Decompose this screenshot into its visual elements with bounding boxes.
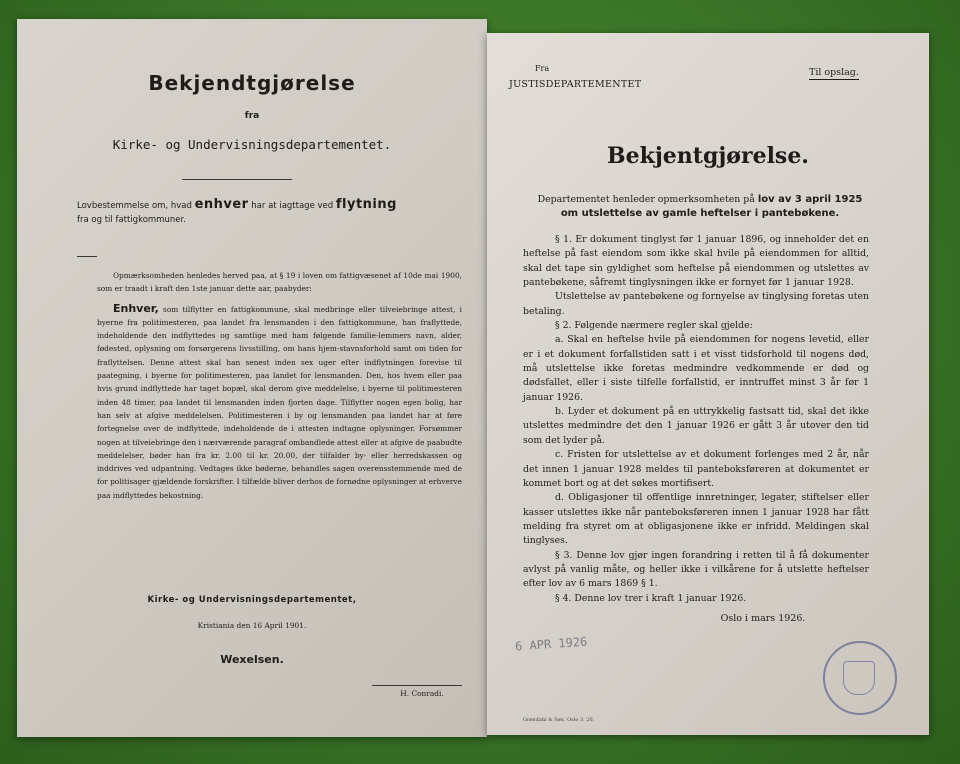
right-intro-b: lov av 3 april 1925 om utslettelse av gamle heftelser i pantebøkene. bbox=[560, 194, 863, 219]
right-notice-department: JUSTISDEPARTEMENTET bbox=[509, 79, 642, 90]
left-signature-department: Kirke- og Undervisningsdepartementet, bbox=[147, 595, 357, 605]
section-4: § 4. Denne lov trer i kraft 1 januar 1926. bbox=[555, 592, 747, 604]
left-lead-text bbox=[77, 198, 457, 227]
right-notice-title: Bekjentgjørelse. bbox=[607, 143, 809, 169]
left-cosigner: H. Conradi. bbox=[400, 689, 444, 698]
right-notice-sheet bbox=[487, 33, 929, 735]
received-date-stamp: 6 APR 1926 bbox=[514, 634, 588, 654]
right-intro-a: Departementet henleder opmerksomheten på bbox=[537, 194, 755, 205]
section-2c: c. Fristen for utslettelse av et dokument forlenges med 2 år, når det innen 1 januar 1928 meldes til panteboksføreren at dokumentet er kommet bort og at det søkes mortifisert. bbox=[523, 449, 869, 489]
right-intro bbox=[535, 193, 865, 220]
left-paragraph-2-text: som tilflytter en fattigkommune, skal medbringe eller tilveiebringe attest, i byerne fra politimesteren, paa landet fra lensmanden i den fattigkommune, han fraflyttede, indeholdende den indflyttedes og samtlige med ham følgende familie-lemmers navn, alder, fødested, oplysning om forsørgerens livsstilling, om hans hjem-stavnsforhold samt om tiden for fraflyttelsen. Denne attest skal han senest inden sex uger efter indflytningen forevise til paategning, i byerne for politimesteren, paa landet for lensmanden. Den, hos hvem eller paa hvis grund indflyttede har taget bopæl, skal derom give meddelelse, i byerne til politimesteren inden 48 timer, paa landet til lensmanden inden fjorten dage. Tilflytter nogen egen bolig, har han selv at afgive meddelelsen. Politimesteren i by og lensmanden paa landet har at føre fortegnelse over de indflyttede, indeholdende de i attesten indtagne oplysninger. Forsømmer nogen at tilveiebringe den i nærværende paragraf ombandlede attest eller at afgive de paabudte meddelelser, bøder han fra kr. 2.00 til kr. 20.00, der tilfalder by- eller herredskassen og inddrives ved udpantning. Vedtages ikke bøderne, behandles sagen overensstemmende med de for politisager gjældende forskrifter. I tilfælde bliver derhos de fornødne oplysninger at erhverve paa indflyttedes bekostning. bbox=[97, 304, 462, 500]
section-2d: d. Obligasjoner til offentlige innretninger, legater, stiftelser eller kasser utslettes ikke når panteboksføreren innen 1 januar 1928 har fått melding fra styret om at obligasjonene ikke er infridd. Meldingen skal tinglyses. bbox=[523, 492, 869, 547]
left-notice-title: Bekjendtgjørelse bbox=[148, 71, 356, 95]
section-2: § 2. Følgende nærmere regler skal gjelde: bbox=[555, 320, 753, 332]
section-1: § 1. Er dokument tinglyst før 1 januar 1896, og inneholder det en heftelse på fast eiendom som ikke skal hvile på eiendommen for alltid, skal det tape sin gyldighet som heftelse på eiendommen og utslettes av pantebøkene, såfremt tinglysningen ikke er fornyet før 1 januar 1928. bbox=[523, 234, 869, 289]
official-seal-icon bbox=[823, 641, 897, 715]
left-paragraph-2-lead: Enhver, bbox=[113, 301, 159, 315]
left-paragraph-2 bbox=[97, 302, 462, 502]
posting-tag: Til opslag. bbox=[809, 67, 859, 78]
printer-imprint: Grøndahl & Søn. Oslo 3. 26. bbox=[523, 717, 595, 723]
right-place-date: Oslo i mars 1926. bbox=[720, 613, 806, 624]
lead-part-a: Lovbestemmelse om, hvad bbox=[77, 201, 192, 211]
left-divider bbox=[182, 179, 292, 180]
section-2b: b. Lyder et dokument på en uttrykkelig fastsatt tid, skal det ikke utslettes medmindre det den 1 januar 1926 er gått 3 år utover den tid som det lyder på. bbox=[523, 406, 869, 446]
lead-part-c: har at iagttage ved bbox=[251, 201, 334, 211]
left-notice-sheet bbox=[17, 19, 487, 737]
left-short-divider bbox=[77, 256, 97, 257]
lead-part-d: flytning bbox=[335, 197, 397, 212]
lead-part-e: fra og til fattigkommuner. bbox=[77, 215, 186, 225]
section-3: § 3. Denne lov gjør ingen forandring i retten til å få dokumenter avlyst på vanlig måte, og heller ikke i vilkårene for å utslette heftelser efter lov av 6 mars 1869 § 1. bbox=[523, 549, 869, 590]
section-1-note: Utslettelse av pantebøkene og fornyelse av tinglysing foretas uten betaling. bbox=[523, 291, 869, 317]
left-date: Kristiania den 16 April 1901. bbox=[197, 621, 307, 630]
left-notice-department: Kirke- og Undervisningsdepartementet. bbox=[112, 137, 392, 152]
cosigner-line bbox=[372, 685, 462, 686]
left-body bbox=[97, 269, 462, 502]
lead-part-b: enhver bbox=[194, 197, 249, 212]
left-paragraph-1: Opmærksomheden henledes herved paa, at § 19 i loven om fattigvæsenet af 10de mai 1900, som er traadt i kraft den 1ste januar dette aar, paabyder: bbox=[97, 271, 462, 294]
seal-shield-icon bbox=[843, 661, 875, 695]
left-notice-fra: fra bbox=[244, 111, 260, 121]
left-signer: Wexelsen. bbox=[220, 653, 284, 666]
right-body bbox=[523, 233, 869, 606]
section-2a: a. Skal en heftelse hvile på eiendommen for nogens levetid, eller er i et dokument forfallstiden satt i et visst tidsforhold til nogens død, må utslettelse ikke foretas medmindre vedkommende er død og dødsfallet, eller i siste tilfelle forfallstid, er inntruffet minst 3 år før 1 januar 1926. bbox=[523, 334, 869, 403]
right-notice-fra: Fra bbox=[535, 64, 550, 73]
